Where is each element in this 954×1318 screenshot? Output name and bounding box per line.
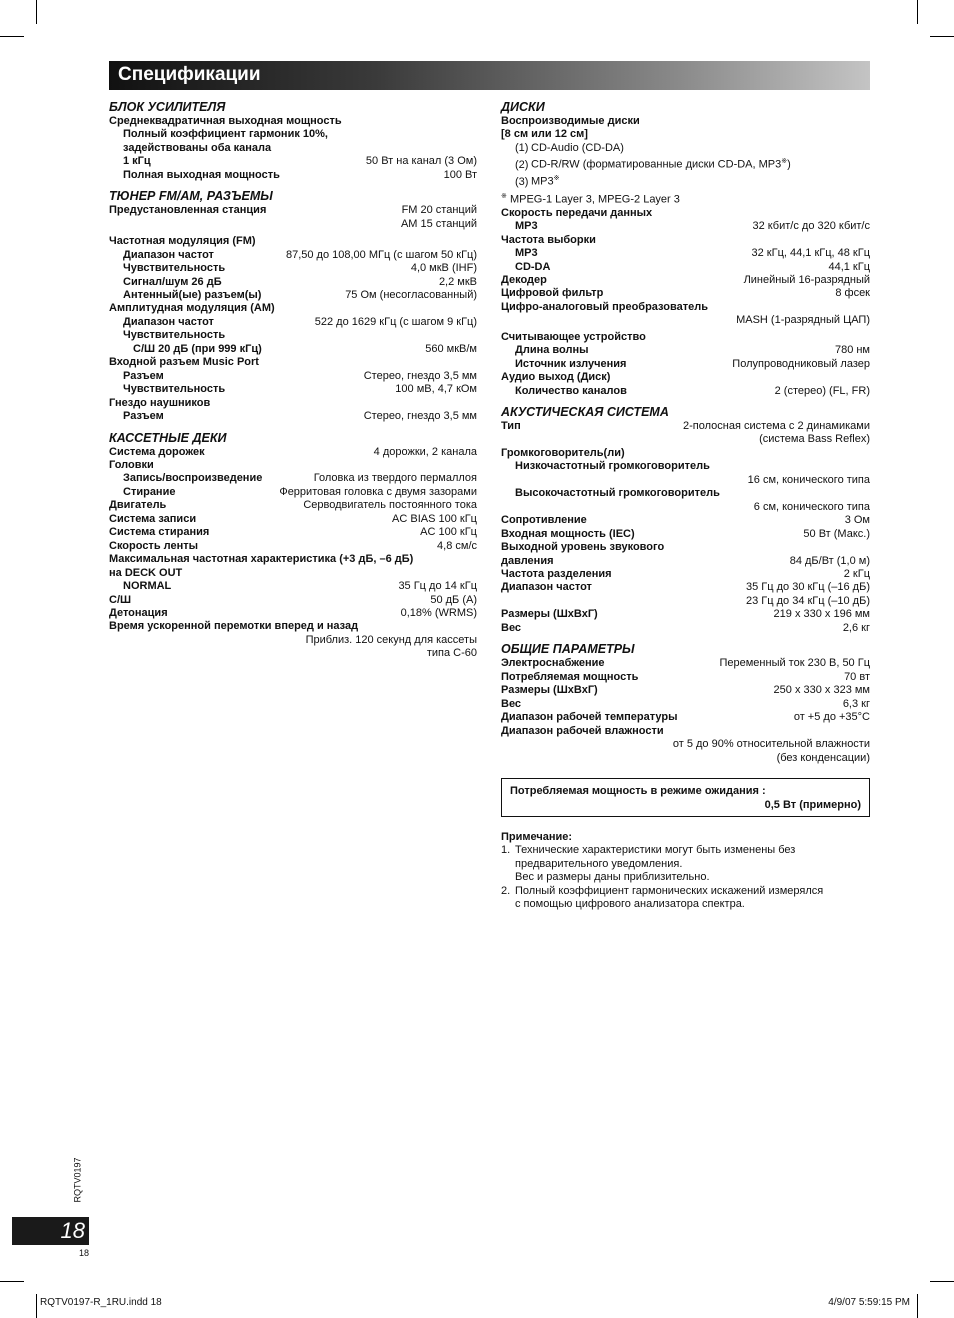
- spec-row: Система записи AC BIAS 100 кГц: [109, 512, 477, 525]
- spec-line: Выходной уровень звукового: [501, 541, 665, 554]
- spec-value: AM 15 станций: [400, 217, 477, 230]
- list-item: (1) CD-Audio (CD-DA): [515, 141, 624, 154]
- spec-line: Частота выборки: [501, 233, 596, 246]
- spec-line: задействованы оба канала: [123, 141, 272, 154]
- spec-line: Частотная модуляция (FM): [109, 235, 256, 248]
- spec-value: 6 см, конического типа: [753, 500, 870, 513]
- spec-row: Скорость ленты 4,8 см/с: [109, 539, 477, 552]
- crop-mark: [0, 1281, 24, 1282]
- spec-row: Двигатель Серводвигатель постоянного тока: [109, 499, 477, 512]
- spec-row: Диапазон частот 87,50 до 108,00 МГц (с шагом 50 кГц): [123, 248, 477, 261]
- spec-line: Диапазон рабочей влажности: [501, 724, 664, 737]
- spec-line: [8 см или 12 см]: [501, 128, 588, 141]
- spec-line: Время ускоренной перемотки вперед и назад: [109, 620, 359, 633]
- note-title: Примечание:: [501, 830, 573, 843]
- spec-row: Система стирания AC 100 кГц: [109, 526, 477, 539]
- spec-line: Гнездо наушников: [109, 396, 211, 409]
- spec-line: Полный коэффициент гармоник 10%,: [123, 128, 328, 141]
- spec-line: Чувствительность: [123, 329, 226, 342]
- spec-row: Электроснабжение Переменный ток 230 В, 50 Гц: [501, 657, 870, 670]
- spec-row: Сопротивление 3 Ом: [501, 514, 870, 527]
- spec-line: Скорость передачи данных: [501, 206, 653, 219]
- spec-row: Диапазон частот 522 до 1629 кГц (с шагом 9 кГц): [123, 315, 477, 328]
- page-title-banner: [109, 61, 870, 90]
- spec-row: Частота разделения 2 кГц: [501, 568, 870, 581]
- spec-row: Источник излучения Полупроводниковый лазер: [515, 357, 870, 370]
- spec-row: Цифровой фильтр 8 фсек: [501, 287, 870, 300]
- spec-row: Декодер Линейный 16-разрядный: [501, 273, 870, 286]
- spec-value: 16 см, конического типа: [747, 473, 870, 486]
- spec-row: Детонация 0,18% (WRMS): [109, 606, 477, 619]
- spec-row: Стирание Ферритовая головка с двумя зазорами: [123, 485, 477, 498]
- footnote-mark: ※: [781, 158, 788, 166]
- spec-row: Вес 6,3 кг: [501, 697, 870, 710]
- spec-row: Диапазон рабочей температуры от +5 до +35°C: [501, 711, 870, 724]
- footnote-mark: ※: [501, 192, 507, 200]
- notes: [501, 831, 870, 912]
- note-item-cont: с помощью цифрового анализатора спектра.: [515, 898, 745, 911]
- page-number: 18: [60, 1218, 85, 1243]
- crop-mark: [917, 1294, 918, 1318]
- standby-label: Потребляемая мощность в режиме ожидания :: [510, 784, 766, 797]
- section-speakers-title: АКУСТИЧЕСКАЯ СИСТЕМА: [501, 405, 669, 420]
- spec-row: 1 кГц 50 Вт на канал (3 Ом): [123, 155, 477, 168]
- spec-line: Высокочастотный громкоговоритель: [515, 487, 720, 500]
- spec-row: Разъем Стерео, гнездо 3,5 мм: [123, 369, 477, 382]
- note-item: 2. Полный коэффициент гармонических искажений измерялся: [501, 884, 824, 897]
- spec-line: Среднеквадратичная выходная мощность: [109, 115, 342, 127]
- footer-timestamp: 4/9/07 5:59:15 PM: [828, 1297, 910, 1308]
- spec-row: Размеры (ШхВхГ) 219 x 330 x 196 мм: [501, 608, 870, 621]
- spec-row: MP3 32 кбит/с до 320 кбит/с: [515, 220, 870, 233]
- spec-line: на DECK OUT: [109, 566, 183, 579]
- spec-row: Диапазон частот 35 Гц до 30 кГц (–16 дБ): [501, 581, 870, 594]
- crop-mark: [0, 36, 24, 37]
- spec-row: Количество каналов 2 (стерео) (FL, FR): [515, 384, 870, 397]
- section-cassette-title: КАССЕТНЫЕ ДЕКИ: [109, 430, 227, 445]
- crop-mark: [917, 0, 918, 24]
- spec-row: Вес 2,6 кг: [501, 621, 870, 634]
- spec-line: Головки: [109, 458, 154, 471]
- spec-line: Цифро-аналоговый преобразователь: [501, 300, 708, 313]
- spec-line: Амплитудная модуляция (AM): [109, 302, 275, 315]
- spec-value: типа C-60: [426, 647, 477, 660]
- spec-row: NORMAL 35 Гц до 14 кГц: [123, 580, 477, 593]
- spec-value: (система Bass Reflex): [759, 433, 870, 446]
- spec-row: Полная выходная мощность 100 Вт: [123, 168, 477, 181]
- spec-row: MP3 32 кГц, 44,1 кГц, 48 кГц: [515, 247, 870, 260]
- section-discs-title: ДИСКИ: [501, 100, 545, 114]
- spec-row: Длина волны 780 нм: [515, 344, 870, 357]
- spec-line: Аудио выход (Диск): [501, 371, 611, 384]
- spec-value: 23 Гц до 34 кГц (–10 дБ): [746, 594, 870, 607]
- left-column: [109, 100, 477, 661]
- standby-power-box: [501, 778, 870, 817]
- spec-row: С/Ш 50 дБ (A): [109, 593, 477, 606]
- spec-row: Чувствительность 100 мВ, 4,7 кОм: [123, 383, 477, 396]
- spec-row: Тип 2-полосная система с 2 динамиками: [501, 420, 870, 433]
- spec-row: Потребляемая мощность 70 вт: [501, 670, 870, 683]
- page-number-small: 18: [79, 1248, 90, 1258]
- spec-line: Громкоговоритель(ли): [501, 446, 625, 459]
- spec-row: Антенный(ые) разъем(ы) 75 Ом (несогласованный): [123, 288, 477, 301]
- list-item: (3) MP3※: [515, 175, 560, 189]
- page-number-tab: [12, 1217, 89, 1245]
- crop-mark: [36, 1294, 37, 1318]
- spec-row: Запись/воспроизведение Головка из твердого пермаллоя: [123, 472, 477, 485]
- spec-value: (без конденсации): [776, 752, 870, 765]
- crop-mark: [36, 0, 37, 24]
- footer-file: RQTV0197-R_1RU.indd 18: [40, 1297, 162, 1308]
- footnote: ※ MPEG-1 Layer 3, MPEG-2 Layer 3: [501, 192, 680, 206]
- standby-value: 0,5 Вт (примерно): [764, 798, 861, 811]
- crop-mark: [930, 36, 954, 37]
- spec-line: Низкочастотный громкоговоритель: [515, 460, 710, 473]
- spec-row: Предустановленная станция FM 20 станций: [109, 204, 477, 217]
- right-column: [501, 100, 870, 912]
- spec-row: Система дорожек 4 дорожки, 2 канала: [109, 445, 477, 458]
- list-item: (2) CD-R/RW (форматированные диски CD-DA, MP3※): [515, 158, 791, 172]
- spec-line: Входной разъем Music Port: [109, 356, 259, 369]
- spec-row: Входная мощность (IEC) 50 Вт (Макс.): [501, 527, 870, 540]
- note-item-cont: Вес и размеры даны приблизительно.: [515, 871, 710, 884]
- page-title: Спецификации: [118, 64, 261, 85]
- spec-value: от 5 до 90% относительной влажности: [672, 738, 870, 750]
- spec-row: давления 84 дБ/Вт (1,0 м): [501, 554, 870, 567]
- spec-row: CD-DA 44,1 кГц: [515, 260, 870, 273]
- spec-value: Приблиз. 120 секунд для кассеты: [305, 633, 477, 646]
- crop-mark: [930, 1281, 954, 1282]
- document-code: RQTV0197: [72, 1157, 83, 1203]
- spec-row: Сигнал/шум 26 дБ 2,2 мкВ: [123, 275, 477, 288]
- note-item: 1. Технические характеристики могут быть изменены без: [501, 844, 796, 857]
- spec-line: Считывающее устройство: [501, 330, 646, 343]
- spec-row: Чувствительность 4,0 мкВ (IHF): [123, 262, 477, 275]
- spec-line: Воспроизводимые диски: [501, 115, 640, 127]
- spec-row: С/Ш 20 дБ (при 999 кГц) 560 мкВ/м: [133, 342, 477, 355]
- section-tuner-title: ТЮНЕР FM/AM, РАЗЪЕМЫ: [109, 189, 273, 204]
- spec-line: Максимальная частотная характеристика (+3 дБ, –6 дБ): [109, 553, 414, 566]
- spec-row: Разъем Стерео, гнездо 3,5 мм: [123, 410, 477, 423]
- section-general-title: ОБЩИЕ ПАРАМЕТРЫ: [501, 642, 635, 657]
- note-item-cont: предварительного уведомления.: [515, 857, 683, 870]
- section-amplifier-title: БЛОК УСИЛИТЕЛЯ: [109, 100, 226, 114]
- footnote-mark: ※: [553, 175, 560, 183]
- spec-row: Размеры (ШхВхГ) 250 x 330 x 323 мм: [501, 684, 870, 697]
- spec-value: MASH (1-разрядный ЦАП): [736, 314, 870, 327]
